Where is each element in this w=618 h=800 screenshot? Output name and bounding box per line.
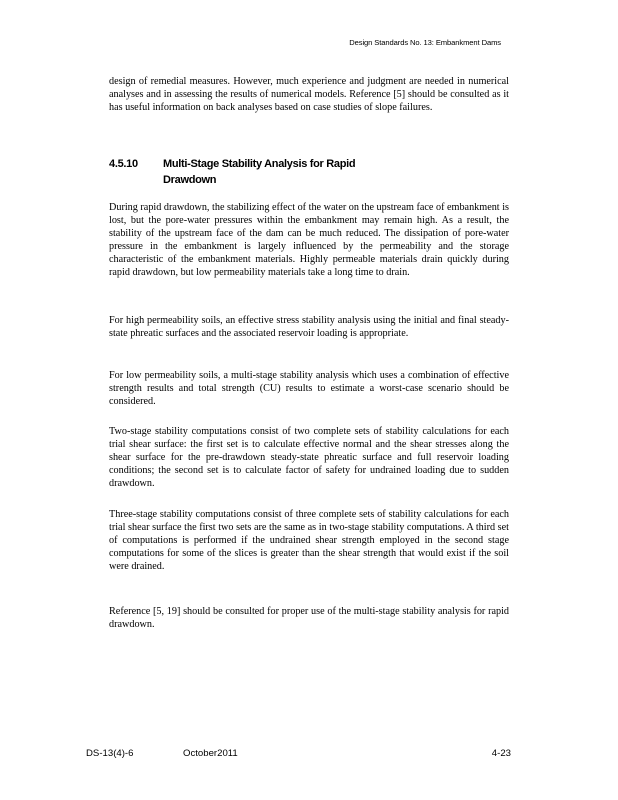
paragraph-reference — [109, 605, 509, 631]
paragraph-remedial-measures — [109, 75, 509, 114]
publication-date: October2011 — [183, 748, 238, 759]
paragraph-text: Reference [5, 19] should be consulted for proper use of the multi-stage stability analysis for rapid drawdown. — [109, 606, 509, 630]
document-id: DS-13(4)-6 — [86, 748, 134, 759]
page-number: 4-23 — [491, 748, 511, 759]
paragraph-text: During rapid drawdown, the stabilizing effect of the water on the upstream face of embankment is lost, but the pore-water pressures within the embankment may remain high. As a result, the stability of the upstream face of the dam can be much reduced. The dissipation of pore-water pressure in the embankment is largely influenced by the permeability and the storage characteristic of the embankment materials. Highly permeable materials drain quickly during rapid drawdown, but low permeability materials take a long time to drain. — [109, 202, 509, 278]
section-title: Multi-Stage Stability Analysis for Rapid Drawdown — [163, 158, 356, 186]
paragraph-text: For low permeability soils, a multi-stage stability analysis which uses a combination of effective strength results and total strength (CU) results to estimate a worst-case scenario should be considered. — [109, 370, 509, 407]
paragraph-rapid-drawdown — [109, 201, 509, 279]
section-number: 4.5.10 — [109, 158, 138, 170]
paragraph-text: Two-stage stability computations consist of two complete sets of stability calculations for each trial shear surface: the first set is to calculate effective normal and the shear stresses along the shear surface for the pre-drawdown steady-state phreatic surface and full reservoir loading conditions; the second set is to calculate factor of safety for undrained loading due to sudden drawdown. — [109, 426, 509, 489]
paragraph-high-permeability — [109, 314, 509, 340]
paragraph-text: design of remedial measures. However, much experience and judgment are needed in numerical analyses and in assessing the results of numerical models. Reference [5] should be consulted as it has useful information on back analyses based on case studies of slope failures. — [109, 76, 509, 113]
paragraph-two-stage — [109, 425, 509, 490]
paragraph-text: Three-stage stability computations consist of three complete sets of stability calculations for each trial shear surface the first two sets are the same as in two-stage stability computations. A third set of computations is performed if the undrained shear strength employed in the second stage computations for some of the slices is greater than the shear strength that would exist if the soil were drained. — [109, 509, 509, 572]
running-header: Design Standards No. 13: Embankment Dams — [349, 38, 501, 47]
paragraph-low-permeability — [109, 369, 509, 408]
paragraph-text: For high permeability soils, an effective stress stability analysis using the initial and final steady-state phreatic surfaces and the associated reservoir loading is appropriate. — [109, 315, 509, 339]
paragraph-three-stage — [109, 508, 509, 573]
